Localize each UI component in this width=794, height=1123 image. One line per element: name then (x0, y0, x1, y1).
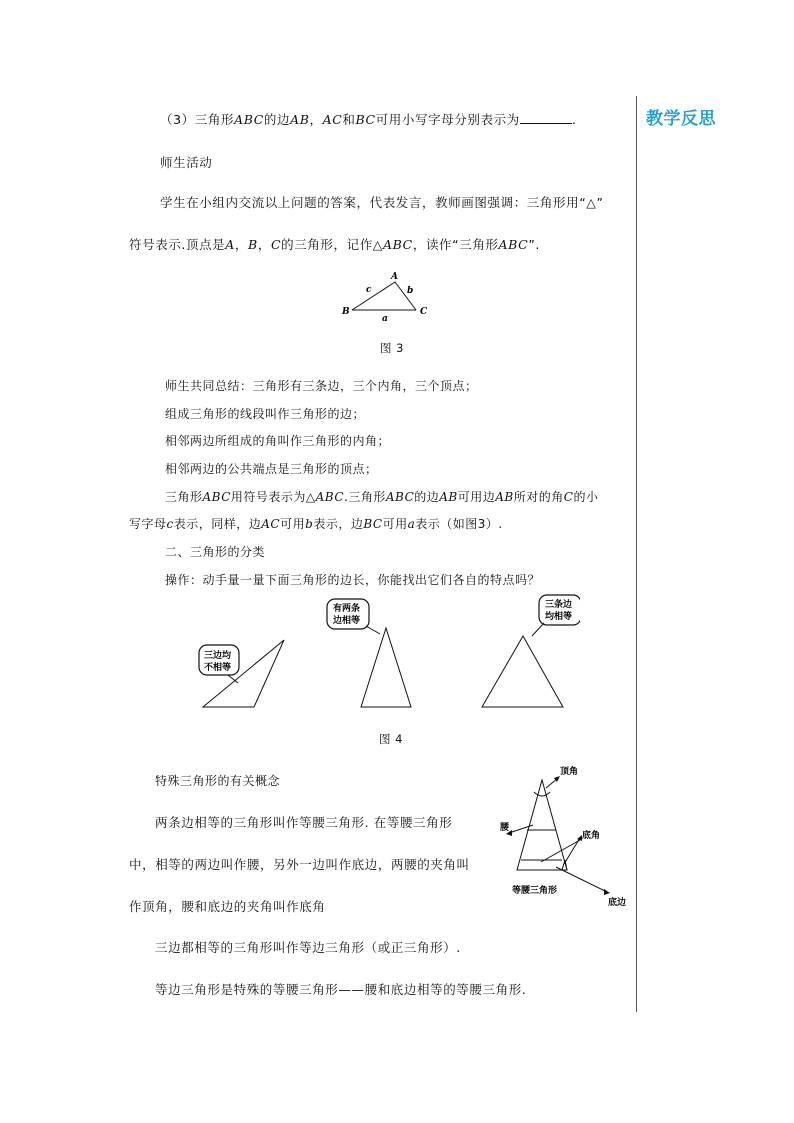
summary-line: 组成三角形的线段叫作三角形的边； (165, 407, 366, 421)
paragraph-line (129, 515, 503, 532)
math-text: ABC (315, 490, 345, 504)
text: 所对的角 (513, 490, 564, 504)
arrow (541, 840, 580, 862)
text: 可用 (382, 517, 408, 531)
question-3 (160, 110, 576, 128)
math-text: b (305, 517, 314, 531)
section-heading: 二、三角形的分类 (165, 545, 266, 559)
paragraph-line: 操作：动手量一量下面三角形的边长，你能找出它们各自的特点吗？ (165, 573, 541, 587)
text: . (571, 112, 577, 127)
bubble-equilateral-line1: 三条边 (545, 600, 573, 610)
text: 用符号表示为△ (230, 490, 316, 504)
text: 表示，边 (313, 517, 364, 531)
isosceles-triangle (517, 780, 567, 870)
math-text: c (166, 517, 174, 531)
margin-divider (636, 96, 637, 1012)
text: 的边 (414, 490, 440, 504)
text: 三角形 (165, 490, 203, 504)
side-a-label: a (382, 314, 388, 324)
math-text: a (407, 517, 416, 531)
math-text: ABC (234, 112, 264, 127)
text: 和 (342, 112, 356, 127)
text: ， (309, 112, 323, 127)
figure-4-triangles (190, 592, 580, 717)
section-label-activity: 师生活动 (160, 155, 213, 170)
summary-line: 师生共同总结：三角形有三条边，三个内角，三个顶点； (165, 379, 478, 393)
text: .三角形 (344, 490, 386, 504)
bubble-scalene-line1: 三边均 (204, 651, 232, 661)
bubble-scalene-line2: 不相等 (204, 663, 232, 673)
text: 的小 (573, 490, 599, 504)
math-text: AB (439, 490, 458, 504)
paragraph-line (165, 488, 598, 505)
apex-angle-label: 顶角 (560, 767, 579, 777)
isosceles-parts-diagram (496, 760, 636, 910)
text: 表示（如图3）. (415, 517, 503, 531)
summary-line: 相邻两边的公共端点是三角形的顶点； (165, 462, 378, 476)
paragraph-line: 学生在小组内交流以上问题的答案，代表发言，教师画图强调：三角形用“△” (160, 195, 604, 210)
bubble-isosceles-line1: 有两条 (333, 604, 361, 614)
text: ，读作“三角形 (412, 237, 499, 252)
arrowhead (604, 889, 610, 895)
text: ， (257, 237, 271, 252)
arrow (509, 825, 533, 833)
isosceles-name-label: 等腰三角形 (512, 886, 558, 896)
math-text: BC (363, 517, 383, 531)
text: 符号表示.顶点是 (129, 237, 226, 252)
bubble-equilateral-line2: 均相等 (545, 612, 573, 622)
text: 的三角形，记作△ (281, 237, 384, 252)
paragraph-line: 作顶角，腰和底边的夹角叫作底角 (129, 899, 326, 914)
figure-4-caption: 图 4 (379, 732, 403, 746)
answer-blank (520, 111, 572, 124)
figure-3-caption: 图 3 (380, 341, 404, 355)
text: 写字母 (129, 517, 167, 531)
apex-angle-arc (534, 792, 550, 796)
bubble-isosceles-line2: 边相等 (333, 616, 361, 626)
base-angle-label: 底角 (582, 831, 601, 841)
side-c-label: c (366, 285, 372, 295)
paragraph-line (129, 235, 540, 253)
paragraph-line: 三边都相等的三角形叫作等边三角形（或正三角形）. (155, 940, 461, 955)
text: 表示，同样，边 (173, 517, 262, 531)
side-b-label: b (407, 286, 414, 296)
base-angle-mark (562, 860, 567, 870)
isosceles-triangle (361, 628, 411, 707)
vertex-b-label: B (342, 307, 350, 317)
math-text: BC (355, 112, 376, 127)
math-text: AB (495, 490, 514, 504)
leg-label: 腰 (500, 823, 510, 833)
text: ”. (528, 237, 540, 252)
arrow (556, 867, 607, 892)
text: 可用小写字母分别表示为 (375, 112, 520, 127)
math-text: ABC (383, 237, 413, 252)
math-text: B (248, 237, 258, 252)
text: 的边 (263, 112, 291, 127)
reflection-column-title: 教学反思 (646, 109, 716, 129)
math-text: ABC (385, 490, 415, 504)
text: （3）三角形 (160, 112, 235, 127)
paragraph-line: 中，相等的两边叫作腰，另外一边叫作底边，两腰的夹角叫 (129, 857, 470, 872)
math-text: ABC (498, 237, 529, 252)
bubble-pointer (532, 623, 544, 636)
section-label: 特殊三角形的有关概念 (155, 774, 281, 788)
bubble-pointer (366, 626, 380, 634)
math-text: C (270, 237, 282, 252)
paragraph-line: 两条边相等的三角形叫作等腰三角形. 在等腰三角形 (155, 815, 453, 830)
math-text: ABC (202, 490, 231, 504)
text: 可用 (280, 517, 306, 531)
math-text: AB (290, 112, 310, 127)
math-text: C (563, 490, 574, 504)
math-text: AC (322, 112, 343, 127)
summary-line: 相邻两边所组成的角叫作三角形的内角； (165, 434, 391, 448)
vertex-c-label: C (420, 307, 428, 317)
equilateral-triangle (482, 636, 563, 707)
text: ， (234, 237, 249, 252)
math-text: A (225, 237, 235, 252)
text: 可用边 (457, 490, 496, 504)
paragraph-line: 等边三角形是特殊的等腰三角形——腰和底边相等的等腰三角形. (155, 982, 527, 997)
base-label: 底边 (608, 898, 627, 908)
math-text: AC (261, 517, 281, 531)
figure-3-triangle (336, 268, 436, 324)
vertex-a-label: A (391, 272, 398, 282)
